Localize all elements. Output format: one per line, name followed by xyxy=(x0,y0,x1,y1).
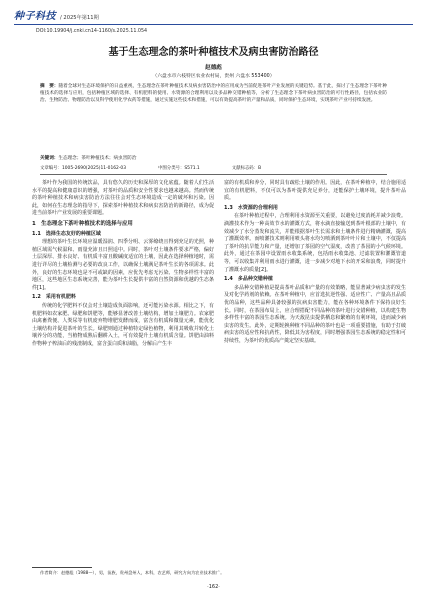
article-title: 基于生态理念的茶叶种植技术及病虫害防治路径 xyxy=(108,47,319,58)
body-paragraph: 传统的化学肥料不仅会对土壤造成负面影响，还可能污染水源。相比之下，有机肥料如农家肥、绿肥和饼肥等，能够显著改善土壤结构，增加土壤肥力。农家肥由禽畜粪便、人粪尿等有机废弃物堆肥发酵而成，富含有机质和微量元素，能优化土壤结构并促进茶叶的生长。绿肥则通过种植特定绿色植物，利用其吸收并转化土壤养分的功能，当植物成熟后翻耕入土，可有效提升土壤有机质含量。饼肥由油料作物种子榨油后的残渣制成，富含蛋白质和油脂，分解后产生丰 xyxy=(32,302,214,347)
abstract xyxy=(40,83,387,105)
article-number: 文章编号：1005-2690(2025)11-0162-03 xyxy=(40,166,127,171)
page-number: ·162· xyxy=(207,584,220,590)
keywords-text: 生态理念；茶叶种植技术；病虫害防治 xyxy=(58,156,137,161)
footnote-divider xyxy=(32,567,92,568)
author-name: 赵德彪 xyxy=(205,65,222,71)
abstract-label: 摘 要： xyxy=(40,84,59,89)
doi: DOI:10.19904/j.cnki.cn14-1160/s.2025.11.054 xyxy=(36,29,148,34)
keywords xyxy=(40,155,387,161)
keywords-label: 关键词： xyxy=(40,156,59,161)
header-divider xyxy=(14,24,413,25)
author-footnote: 作者简介：赵德彪（1988—），男，苗族，贵州盘州人，本科，农艺师，研究方向为农业技术推广。 xyxy=(40,570,225,575)
intro-paragraph: 茶叶作为我国的传统饮品，具有悠久的历史和深厚的文化底蕴。随着人们生活水平的提高和健康意识的增强，对茶叶的品质和安全性要求也越来越高。然而传统的茶叶种植技术和病虫害防治方法往往会对生态环境造成一定的破坏和污染。因此，如何在生态理念的指导下，探索茶叶种植技术和病虫害防治的新路径，成为促进当前茶叶产业发展的重要课题。 xyxy=(32,180,214,217)
classification-row xyxy=(40,165,387,171)
subsection-heading: 1.1 选择生态友好的种植区域 xyxy=(32,230,101,237)
body-paragraph: 在茶叶种植过程中，合理利用水资源至关重要，以避免过度消耗并减少浪费。滴灌技术作为一种高效节水的灌溉方式，将水滴直接输送到茶叶根部的土壤中，有效减少了水分蒸发和流失，并能根据茶叶生长需求和土壤条件进行精确灌溉，提高了灌溉效率。而喷灌技术则利用喷头将水均匀喷洒到茶叶叶片和土壤中，不仅提高了茶叶的抗旱能力和产量，还增加了茶园的空气湿度，改善了茶园的小气候环境。此外，通过在茶园中设置雨水收集系统，包括雨水收集池、过滤装置和灌溉管道等，可以收集并利用雨水进行灌溉，进一步减少对地下水的开采和浪费，同时提升了灌溉水的质量[2]。 xyxy=(224,213,406,273)
right-column xyxy=(224,180,406,345)
subsection-heading: 1.3 水资源的合理利用 xyxy=(224,204,278,211)
clc-number: 中图分类号：S571.1 xyxy=(158,166,200,171)
journal-header xyxy=(14,6,413,22)
body-paragraph: 理想的茶叶生长环境应温暖湿润、四季分明、云雾缭绕且得到充足的光照，种植区域需气候温和、雨量充沛且日照适中。同时，茶叶对土壤条件要求严格，偏好土层深厚、排水良好、有机质丰富且酸碱度适宜的土壤，因此在选择种植地时，需进行详尽的土壤检测与必要的改良工作，以确保土壤满足茶叶生长的各项需求。此外，良好的生态环境也是不可或缺的因素，应优先考虑无污染、生物多样性丰富的地区，这些地区生态系统完善，能为茶叶生长提供丰富的自然资源和优越的生态条件[1]。 xyxy=(32,239,214,291)
subsection-heading: 1.2 采用有机肥料 xyxy=(32,294,76,301)
journal-logo: 种子科技 xyxy=(14,11,56,22)
abstract-text: 随着全球对生态环境保护的日益重视，生态理念在茶叶种植技术及病虫害防治中的应用成为当前促进茶叶产业发展的关键趋势。基于此，探讨了生态理念下茶叶种植技术的选择与应用，包括种植区域的选择、有机肥料的使用、水资源的合理利用以及多品种交错种植等，分析了生态理念下茶叶病虫害防治的可行性路径，包括农业防治、生物防治、物理防治以及科学使用化学农药等措施，通过实施这些技术和措施，可以有效提高茶叶的产量和品质，同时保护生态环境，实现茶叶产业可持续发展。 xyxy=(40,84,387,104)
issue-label: / 2025年第11期 xyxy=(60,15,99,21)
section-heading: 1 生态理念下茶叶种植技术的选择与应用 xyxy=(32,220,133,227)
subsection-heading: 1.4 多品种交错种植 xyxy=(224,276,273,283)
document-code: 文献标志码：B xyxy=(231,166,262,171)
left-column xyxy=(32,180,214,348)
body-paragraph: 多品种交错种植是提高茶叶品质和产量的有效策略，能显著减少病虫害的发生及对化学药剂的依赖。在茶叶种植中，应首选抗逆性强、适应性广、产量高且品质优的品种，这些品种具备较强的抗病虫害能力，能在各种环境条件下保持良好生长。同时，在茶园布局上，应合理搭配不同品种的茶叶进行交错种植，以构建生物多样性丰富的茶园生态系统。为天敌昆虫提供栖息和繁殖的有利环境，进而减少病虫害的发生。此外，定期轮换种植不同品种的茶叶也是一项重要措施，有助于打破病虫害的适应性和抗药性，降低其为害程度，同时增强茶园生态系统的稳定性和可持续性，为茶叶的优质高产奠定坚实基础。 xyxy=(224,284,406,344)
body-paragraph: 富的有机质和养分，同时具有疏松土壤的作用。因此，在茶叶种植中，结合施用适宜的有机肥料，不仅可以为茶叶提供充足养分，还能保护土壤环境，提升茶叶品质。 xyxy=(224,180,406,202)
meta-divider xyxy=(40,174,387,175)
author-affiliation: （六盘水市六枝特区农业农村局，贵州 六盘水 553400） xyxy=(152,74,275,79)
